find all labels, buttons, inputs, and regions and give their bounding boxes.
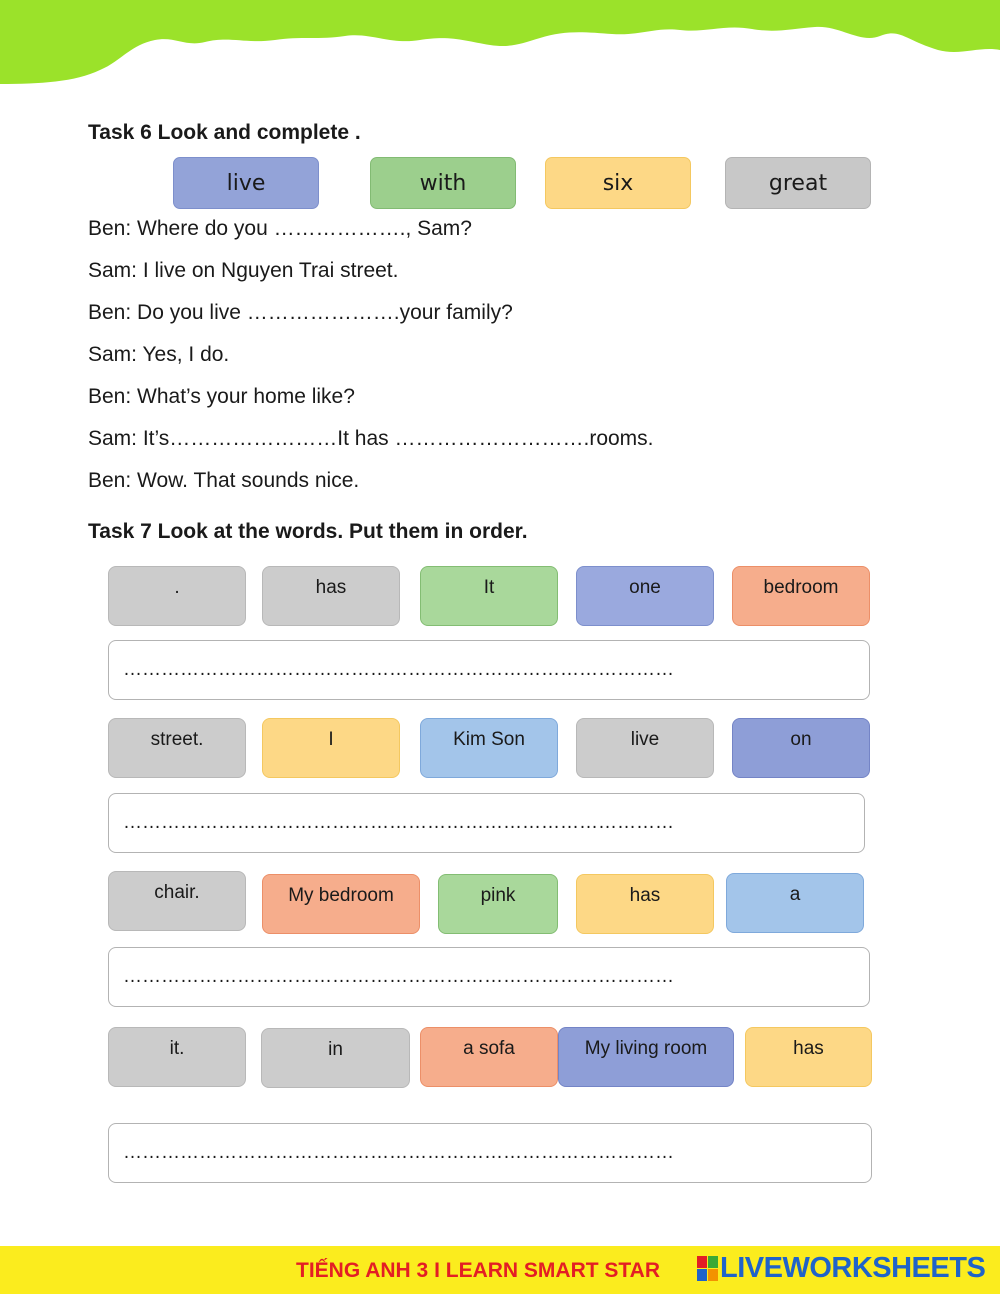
word-chip[interactable]: Kim Son xyxy=(420,718,558,778)
green-wave-banner xyxy=(0,0,1000,100)
word-chip[interactable]: in xyxy=(261,1028,410,1088)
answer-field-2[interactable]: …………………………………………………………………………… xyxy=(108,793,865,853)
word-chip[interactable]: I xyxy=(262,718,400,778)
word-chip[interactable]: street. xyxy=(108,718,246,778)
word-chip[interactable]: a xyxy=(726,873,864,933)
task6-title: Task 6 Look and complete . xyxy=(88,121,361,144)
dialogue-line-3: Ben: Do you live ………………….your family? xyxy=(88,301,513,324)
word-chip[interactable]: a sofa xyxy=(420,1027,558,1087)
word-chip[interactable]: one xyxy=(576,566,714,626)
answer-field-1[interactable]: …………………………………………………………………………… xyxy=(108,640,870,700)
dialogue-line-5: Ben: What’s your home like? xyxy=(88,385,355,408)
answer-field-4[interactable]: …………………………………………………………………………… xyxy=(108,1123,872,1183)
answer-field-3[interactable]: …………………………………………………………………………… xyxy=(108,947,870,1007)
dialogue-line-2: Sam: I live on Nguyen Trai street. xyxy=(88,259,399,282)
word-chip[interactable]: it. xyxy=(108,1027,246,1087)
word-chip[interactable]: live xyxy=(576,718,714,778)
word-chip[interactable]: bedroom xyxy=(732,566,870,626)
footer-title: TIẾNG ANH 3 I LEARN SMART STAR xyxy=(296,1259,661,1282)
word-chip[interactable]: . xyxy=(108,566,246,626)
word-chip[interactable]: My living room xyxy=(558,1027,734,1087)
liveworksheets-logo-text: LIVEWORKSHEETS xyxy=(720,1252,986,1284)
dialogue-line-7: Ben: Wow. That sounds nice. xyxy=(88,469,360,492)
task7-title: Task 7 Look at the words. Put them in order. xyxy=(88,520,528,543)
word-chip[interactable]: pink xyxy=(438,874,558,934)
word-box-with[interactable]: with xyxy=(370,157,516,209)
word-chip[interactable]: has xyxy=(262,566,400,626)
liveworksheets-logo-icon xyxy=(697,1256,719,1282)
dialogue-line-1: Ben: Where do you ………………., Sam? xyxy=(88,217,472,240)
word-chip[interactable]: has xyxy=(745,1027,872,1087)
word-chip[interactable]: It xyxy=(420,566,558,626)
word-chip[interactable]: My bedroom xyxy=(262,874,420,934)
word-box-great[interactable]: great xyxy=(725,157,871,209)
word-chip[interactable]: has xyxy=(576,874,714,934)
footer-bar xyxy=(0,1246,1000,1294)
word-chip[interactable]: on xyxy=(732,718,870,778)
dialogue-line-6: Sam: It’s……………………It has ……………………….rooms. xyxy=(88,427,654,450)
word-box-live[interactable]: live xyxy=(173,157,319,209)
dialogue-line-4: Sam: Yes, I do. xyxy=(88,343,230,366)
word-chip[interactable]: chair. xyxy=(108,871,246,931)
word-box-six[interactable]: six xyxy=(545,157,691,209)
